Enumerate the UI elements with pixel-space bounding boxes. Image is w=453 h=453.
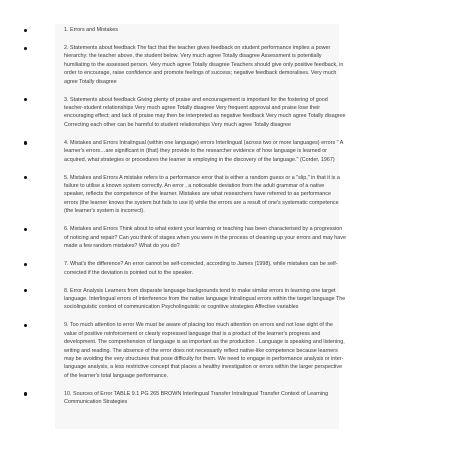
list-item (24, 26, 346, 34)
list-item (24, 390, 346, 407)
list-item-text: 2. Statements about feedback The fact that the teacher gives feedback on student performance implies a power hierarchy: the teacher above, the student below. Very much agree Totally disagree Assessment is potentially humiliating to the assessed person. Very much agree Totally disagree Teachers should give only positive feedback, in order to encourage, raise confidence and promote feelings of success; negative feedback demoralises. Very much agree Totally disagree (64, 45, 344, 85)
list-item (24, 225, 346, 250)
list-item (24, 260, 346, 277)
list-item-text: 4. Mistakes and Errors Intralingual (within one language) errors Interlingual (across two or more languages) errors " A learner's errors…are significant in (that) they provide to the researcher evidence of how language is learned or acquired, what strategies or procedures the learner is employing in the discovery of the language." (Corder, 1967) (64, 139, 344, 163)
list-item-text: 7. What's the difference? An error cannot be self-corrected, according to James (1998), while mistakes can be self-corrected if the deviation is pointed out to the speaker. (64, 261, 338, 276)
list-item-text: 1. Errors and Mistakes (64, 27, 118, 33)
bullet-icon (24, 29, 27, 32)
bullet-icon (24, 228, 27, 231)
bullet-icon (24, 392, 27, 395)
slide-notes-list (24, 26, 346, 416)
bullet-icon (24, 263, 27, 266)
list-item-text: 9. Too much attention to error We must be aware of placing too much attention on errors and not lose sight of the value of positive reinforcement or clearly expressed language that is a product of the learner's progress and development. The comprehension of language is as important as the production . Language is speaking and listening, writing and reading. The absence of the error does not necessarily reflect native-like competence because learners may be avoiding the very structures that pose difficulty for them. We need to engage in performance analysis or inter-language analysis, a less restrictive concept that places a healthy investigation or errors within the larger perspective of the learner's total language performance. (64, 322, 345, 379)
list-item (24, 96, 346, 130)
list-item-text: 6. Mistakes and Errors Think about to what extent your learning or teaching has been characterised by a progression of noticing and repair? Can you think of stages when you were in the process of cleaning up your errors and may have made a few random mistakes? What do you do? (64, 226, 346, 250)
bullet-icon (24, 98, 27, 101)
bullet-icon (24, 176, 27, 179)
list-item (24, 44, 346, 86)
list-item-text: 3. Statements about feedback Giving plenty of praise and encouragement is important for the fostering of good teacher-student relationships Very much agree Totally disagree Very frequent approval and praise lose their encouraging effect; and lack of praise may then be interpreted as negative feedback Very much agree Totally disagree Correcting each other can be harmful to student relationships Very much agree Totally disagree (64, 96, 346, 128)
bullet-icon (24, 289, 27, 292)
list-item (24, 139, 346, 164)
list-item (24, 321, 346, 380)
bullet-icon (24, 324, 27, 327)
list-item (24, 174, 346, 216)
bullet-icon (24, 47, 27, 50)
list-item-text: 10. Sources of Error TABLE 9.1 PG 265 BROWN Interlingual Transfer Intralingual Transfer Context of Learning Communication Strategies (64, 390, 329, 406)
list-item-text: 5. Mistakes and Errors A mistake refers to a performance error that is either a random guess or a "slip," in that it is a failure to utilise a known system correctly. An error , a noticeable deviation from the adult grammar of a native speaker, reflects the competence of the learner. Mistakes are what researchers have referred to as performance errors (the learner knows the system but fails to use it) while the errors are a result of one's systematic competence (the learner's system is incorrect). (64, 174, 340, 215)
list-item-text: 8. Error Analysis Learners from disparate language backgrounds tend to make similar errors in learning one target language. Interlingual errors of interference from the native language Intralingual errors within the target language The sociolinguistic context of communication Psycholinguistic or cognitive strategies Affective variables (64, 287, 346, 311)
bullet-icon (24, 141, 27, 144)
list-item (24, 287, 346, 312)
